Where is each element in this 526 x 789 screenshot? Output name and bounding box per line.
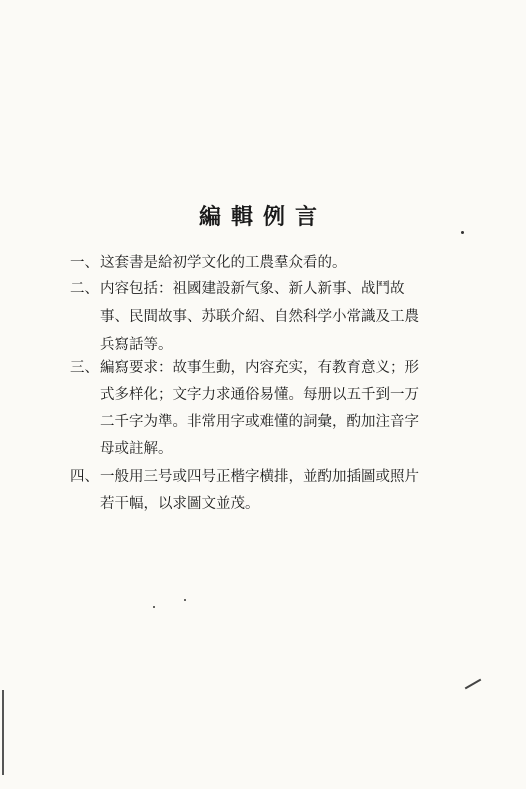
scan-speck xyxy=(153,606,155,608)
item-text-line: 母或註解。 xyxy=(100,441,173,457)
item-text-line: 事、民間故事、苏联介紹、自然科学小常識及工農 xyxy=(100,309,419,325)
page-edge-line xyxy=(2,690,4,775)
item-text-line: 内容包括：祖國建設新气象、新人新事、战鬥故 xyxy=(100,281,405,297)
item-number: 一、 xyxy=(70,255,99,271)
item-number: 四、 xyxy=(70,469,99,485)
item-text-line: 这套書是給初学文化的工農羣众看的。 xyxy=(100,255,347,271)
item-text-line: 兵寫話等。 xyxy=(100,337,173,353)
item-text-line: 式多样化；文字力求通俗易懂。每册以五千到一万 xyxy=(100,387,419,403)
item-text-line: 編寫要求：故事生動，内容充实，有教育意义；形 xyxy=(100,360,419,376)
item-text-line: 一般用三号或四号正楷字横排，並酌加插圖或照片 xyxy=(100,469,419,485)
item-number: 二、 xyxy=(70,281,99,297)
item-text-line: 二千字为準。非常用字或难懂的詞彙，酌加注音字 xyxy=(100,414,419,430)
item-text-line: 若干幅，以求圖文並茂。 xyxy=(100,496,260,512)
scan-stroke xyxy=(465,679,482,690)
item-number: 三、 xyxy=(70,360,99,376)
scan-speck xyxy=(461,231,464,234)
scan-speck xyxy=(184,599,186,601)
page-title: 編輯例言 xyxy=(198,204,327,230)
